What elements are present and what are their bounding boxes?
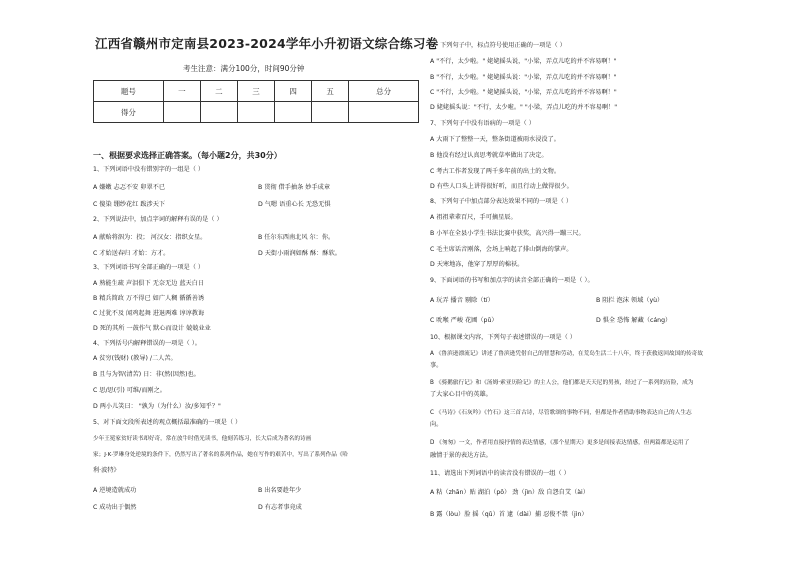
answer-option: A 熟能生疏 声泪俱下 无奈无边 蓝天白日 bbox=[93, 280, 205, 287]
score-cell: 四 bbox=[275, 81, 312, 102]
score-input-cell[interactable] bbox=[312, 102, 349, 123]
score-cell: 五 bbox=[312, 81, 349, 102]
score-input-cell[interactable] bbox=[163, 102, 200, 123]
answer-option: D 《匆匆》一文，作者用直接抒情的表达情感，《那个星期天》更多是间接表达情感，但两篇都是运用了 bbox=[430, 440, 690, 446]
answer-option: D 惧全 恐怖 解藏（cáng） bbox=[596, 317, 672, 324]
score-cell: 一 bbox=[163, 81, 200, 102]
score-cell: 总分 bbox=[349, 81, 419, 102]
answer-option: B 出名要趁年少 bbox=[258, 487, 302, 494]
question-stem: 3、下列词语书写全部正确的一项是（ ） bbox=[93, 264, 205, 271]
answer-option: A 嫌嫩 忐忑不安 卯翠不已 bbox=[93, 184, 166, 191]
answer-option: B 任尔东西南北风 尔：你。 bbox=[258, 234, 335, 241]
answer-option: D 姥姥摇头说："不行，太少啦。" "小梁，弄点儿吃的并不容易啊！" bbox=[430, 104, 618, 111]
answer-option: B 他没有经过认真思考就草率做出了决定。 bbox=[430, 152, 548, 159]
answer-option: D 死的其所 一鼓作气 默心而设计 兢兢业业 bbox=[93, 325, 211, 332]
exam-title: 江西省赣州市定南县2023-2024学年小升初语文综合练习卷 bbox=[95, 36, 439, 51]
score-cell: 得分 bbox=[94, 102, 164, 123]
answer-option: A 祖祖辈辈百尺，手可摘星辰。 bbox=[430, 214, 517, 221]
answer-option: D 有志者事竟成 bbox=[258, 504, 302, 511]
answer-option: B 阻拦 泡沫 领域（yù） bbox=[596, 297, 664, 304]
answer-option: B 且与为智(清苦) 日：非(然(因然)也。 bbox=[93, 371, 200, 378]
answer-option: B "不行，太少啦。" 姥姥摇头说："小梁，弄点儿吃的并不容易啊！" bbox=[430, 74, 617, 81]
question-stem: 8、下列句子中加点部分表达效果不同的一项是（ ） bbox=[430, 198, 573, 205]
answer-option: C 才始送春归 才始：方才。 bbox=[93, 250, 170, 257]
passage-line: 家；J·K·罗琳身处逆境的条件下，仍然写出了著名的系列作品，她在写作的艰苦中，写出了系列作品《哈 bbox=[93, 452, 349, 458]
answer-option: A 献贻将泅为：投； 河汉女：指织女星。 bbox=[93, 234, 207, 241]
passage-line: 利·波特》 bbox=[93, 467, 120, 474]
answer-option: A 玩弄 播音 剔除（tí） bbox=[430, 297, 494, 304]
score-table-score-row bbox=[94, 102, 419, 123]
answer-option: B 贯彻 借手抽条 妙手成章 bbox=[258, 184, 331, 191]
question-stem: 9、下面词语的书写和加点字的读音全部正确的一项是（ ）。 bbox=[430, 277, 594, 284]
score-table bbox=[93, 80, 419, 123]
score-table-header-row bbox=[94, 81, 419, 102]
score-input-cell[interactable] bbox=[275, 102, 312, 123]
passage-line: 少年王冕家贫好读书却好奇，常在放牛时借光读书，他刻苦练习，长大后成为著名的诗画 bbox=[93, 436, 312, 442]
answer-option-cont: 了大家心目中的英雄。 bbox=[430, 391, 492, 398]
question-stem: 4、下列括号内解释错误的一项是（ ）。 bbox=[93, 340, 201, 347]
score-cell: 二 bbox=[200, 81, 237, 102]
section-heading: 一、根据要求选择正确答案。（每小题2分，共30分） bbox=[93, 151, 282, 160]
answer-option: A "不行，太少啦。" 姥姥摇头说，"小梁，弄点儿吃的并不容易啊！" bbox=[430, 58, 617, 65]
score-input-cell[interactable] bbox=[349, 102, 419, 123]
answer-option: C 考古工作者发现了两千多年前的出土的文物。 bbox=[430, 168, 561, 175]
answer-option: C 成功出于偶然 bbox=[93, 504, 137, 511]
answer-option: B 小军在全县小学生书法比赛中获奖，高兴得一蹦三尺。 bbox=[430, 230, 585, 237]
question-stem: 5、对下面文段所表述的观点概括最准确的一项是（ ） bbox=[93, 419, 242, 426]
answer-option: C "不行，太少啦。" 姥姥摇头说，"小梁，弄点儿吃的并不容易啊！" bbox=[430, 89, 617, 96]
question-stem: 7、下列句子中没有语病的一项是（ ） bbox=[430, 120, 535, 127]
score-input-cell[interactable] bbox=[237, 102, 274, 123]
answer-option: C 过犹不及 闻鸡起舞 进退两难 谆谆教诲 bbox=[93, 310, 205, 317]
answer-option: C 傻染 绷纱花红 跋涉天下 bbox=[93, 201, 166, 208]
answer-option: D 气嗯 语重心长 无恐无惧 bbox=[258, 201, 331, 208]
answer-option: B 精兵简政 万不得已 如广人稠 循循善诱 bbox=[93, 295, 205, 302]
answer-option-cont: 事。 bbox=[430, 362, 443, 369]
answer-option: D 天街小雨润如酥 酥：酥软。 bbox=[258, 250, 341, 257]
question-stem: 10、根据课文内容，下列句子表述错误的一项是（ ） bbox=[430, 334, 576, 341]
answer-option: A 贫穷(钱财) (教导) /二人苦。 bbox=[93, 355, 177, 362]
question-stem: 2、下列说法中，加点字词的解释有误的是（ ） bbox=[93, 216, 223, 223]
answer-option: C 吮喉 严峻 花圃（pǔ） bbox=[430, 317, 498, 324]
answer-option: C 毛主席话音刚落，会场上响起了排山倒海的掌声。 bbox=[430, 246, 573, 253]
score-cell: 题号 bbox=[94, 81, 164, 102]
exam-notice: 考生注意：满分100分，时间90分钟 bbox=[183, 64, 305, 73]
answer-option: A 粘（zhān）贴 湖泊（pō） 劲（jìn）敌 自怨自艾（ài） bbox=[430, 489, 589, 496]
answer-option: A 大雨下了整整一天，整条街道被雨水浸没了。 bbox=[430, 136, 560, 143]
answer-option: D 天寒地冻，他穿了厚厚的棉袄。 bbox=[430, 261, 524, 268]
answer-option-cont: 融情于景的表达方法。 bbox=[430, 452, 492, 459]
score-cell: 三 bbox=[237, 81, 274, 102]
answer-option: D 两小儿笑曰： "孰为（为什么）汝/多知乎？" bbox=[93, 403, 221, 410]
question-stem: 1、下列词语中没有错别字的一组是（ ） bbox=[93, 166, 205, 173]
answer-option: C 《马诗》《石灰吟》《竹石》这三首古诗，尽管歌颂的事物不同，但都是作者借助事物表达自己的人生志 bbox=[430, 410, 692, 416]
answer-option: D 有些人口头上讲得很好听，而且行动上做得很少。 bbox=[430, 183, 573, 190]
answer-option: B 露（lòu）脸 摇（qǔ）首 逮（dài）捕 忍俊不禁（jìn） bbox=[430, 511, 588, 518]
question-stem: 11、请选出下列词语中的读音没有错误的一组（ ） bbox=[430, 470, 570, 477]
question-stem: 6、下列句子中，标点符号使用正确的一项是（ ） bbox=[430, 42, 566, 49]
answer-option: A 《鲁滨逊漂流记》讲述了鲁滨逊凭借自己的智慧和劳动，在荒岛生活二十八年，终于获救返回故国的传奇故 bbox=[430, 351, 704, 357]
score-input-cell[interactable] bbox=[200, 102, 237, 123]
answer-option: C 思/思(引) 可维/而刚之。 bbox=[93, 387, 166, 394]
answer-option: B 《骑鹅旅行记》和《汤姆·索亚历险记》的主人公，他们都是天天尼的男孩，经过了一系列的历险，成为 bbox=[430, 380, 694, 386]
answer-option-cont: 向。 bbox=[430, 421, 443, 428]
answer-option: A 逆境造就成功 bbox=[93, 487, 137, 494]
